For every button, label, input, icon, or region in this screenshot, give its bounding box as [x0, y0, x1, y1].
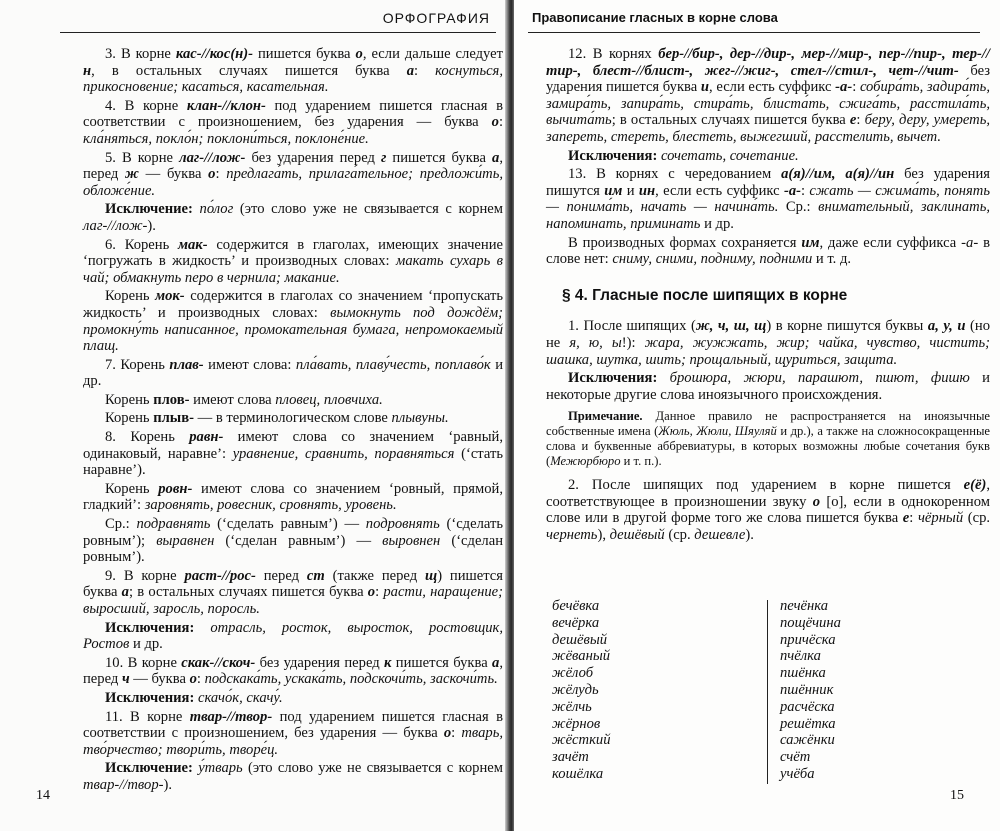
- text-run: заровнять, ровесник, сровнять, уровень.: [144, 497, 397, 514]
- text-run: ; в остальных случаях пишется буква: [611, 112, 850, 129]
- text-run: содержится в глаголах, имеющих значение ‘погружать в жидкость’ и производных словах:: [83, 236, 503, 270]
- text-run: [193, 201, 200, 217]
- text-run: -а-: [783, 182, 802, 199]
- text-run: о: [443, 725, 452, 742]
- paragraph: [83, 46, 503, 96]
- paragraph: [546, 148, 990, 165]
- text-run: под ударением пишется гласная в соответствии с произношением, без ударения — буква: [83, 708, 503, 742]
- text-run: ).: [147, 217, 156, 234]
- text-run: раст-//рос-: [184, 567, 256, 584]
- text-run: подравнять: [136, 516, 211, 533]
- word-list-item: зачёт: [552, 749, 589, 766]
- text-run: ст: [306, 567, 325, 584]
- text-run: а: [492, 654, 500, 671]
- text-run: 12. В корнях: [568, 46, 659, 62]
- text-run: без ударения перед: [245, 149, 381, 166]
- text-run: бер-//бир-, дер-//дир-, мер-//мир-, пер-//пир-, тер-//тир-, блест-//блист-, жег-//жиг-, стел-//стил-, чет-//чит-: [546, 46, 990, 79]
- paragraph: [83, 429, 503, 479]
- word-list-item: пшёнка: [780, 665, 826, 682]
- text-run: 10. В корне: [105, 654, 182, 671]
- word-list-item: причёска: [780, 631, 836, 648]
- text-run: Исключения:: [105, 619, 195, 636]
- word-list-item: жёлоб: [552, 665, 594, 682]
- text-run: плыв-: [153, 410, 194, 427]
- text-run: без ударения перед: [255, 654, 385, 671]
- text-run: — в терминологическом слове: [193, 410, 392, 427]
- text-run: и др.: [700, 215, 734, 232]
- text-run: :: [451, 725, 462, 742]
- text-run: (но не: [546, 318, 991, 351]
- paragraph: [83, 690, 503, 707]
- text-run: без ударения пишутся: [546, 166, 990, 199]
- text-run: сжать — сжима́ть, понять — понима́ть, начать — начина́ть.: [546, 182, 990, 216]
- text-run: лаг-//лож-: [179, 149, 246, 166]
- text-run: Жюль, Жюли, Шяуляй: [658, 424, 777, 439]
- text-run: кас-//кос(н)-: [175, 46, 253, 62]
- text-run: имеют слова: [189, 391, 276, 408]
- text-run: мок-: [155, 288, 185, 305]
- paragraph: [83, 288, 503, 354]
- text-run: ж: [125, 166, 139, 183]
- text-run: [о], если в однокоренном слове или в другой форме того же слова пишется буква: [546, 493, 990, 527]
- text-run: пишется буква: [253, 46, 356, 62]
- text-run: [194, 620, 210, 636]
- text-run: 4. В корне: [105, 97, 187, 114]
- text-run: а(я)//им, а(я)//ин: [781, 166, 895, 183]
- text-run: твар-//твор-: [189, 708, 273, 725]
- paragraph: [546, 370, 990, 403]
- text-run: (‘сделать равным’) —: [210, 516, 366, 533]
- text-run: (ср.: [963, 510, 991, 527]
- text-run: (это слово уже не связывается с корнем: [233, 201, 503, 218]
- text-run: ) в корне пишутся буквы: [766, 318, 928, 335]
- text-run: плав-: [169, 356, 204, 373]
- paragraph: [83, 516, 503, 566]
- word-list-item: пшённик: [780, 681, 834, 698]
- word-column-1: [552, 598, 611, 783]
- right-page: [514, 0, 1000, 831]
- word-list-item: счёт: [780, 749, 811, 766]
- text-run: 7. Корень: [105, 356, 170, 373]
- text-run: :: [801, 182, 810, 199]
- text-run: ),: [597, 527, 610, 544]
- text-run: пла́вать, плаву́честь, поплаво́к: [295, 356, 491, 373]
- text-run: подскака́ть, ускака́ть, подскочи́ть, заскочи́ть.: [204, 671, 498, 688]
- text-run: дешевле: [694, 527, 746, 544]
- text-run: — буква: [138, 166, 209, 183]
- text-run: В производных формах сохраняется: [568, 234, 802, 251]
- header-rule-left: [60, 32, 496, 33]
- text-run: Ср.:: [778, 199, 819, 216]
- text-run: (‘сделан равным’) —: [214, 532, 383, 549]
- text-run: чёрный: [917, 510, 964, 527]
- text-run: (‘сделан ровным’).: [83, 532, 504, 566]
- word-list-item: жёлудь: [552, 681, 599, 698]
- paragraph: [546, 477, 990, 543]
- text-run: о: [491, 114, 499, 131]
- text-run: равн-: [189, 429, 224, 446]
- text-run: имеют слова:: [203, 356, 296, 373]
- text-run: им: [604, 182, 623, 199]
- paragraph: [546, 166, 990, 232]
- text-run: Исключение:: [105, 201, 193, 218]
- text-run: :: [909, 510, 918, 527]
- text-run: вымокнуть под дождём; промокну́ть написанное, промокательная бумага, непромокаемый плащ.: [83, 304, 503, 355]
- text-run: скачо́к, скачу́.: [197, 689, 283, 706]
- text-run: Корень: [105, 410, 154, 427]
- word-list-item: жёрнов: [552, 715, 601, 732]
- text-run: имеют слова со значением ‘ровный, прямой, гладкий’:: [83, 480, 503, 514]
- text-run: Корень: [105, 480, 159, 497]
- text-run: Ср.:: [105, 516, 137, 533]
- text-run: в слове нет:: [546, 234, 991, 268]
- text-run: твар-//твор-: [83, 776, 164, 793]
- text-run: плывуны.: [391, 410, 449, 427]
- word-list-item: сажёнки: [780, 732, 835, 749]
- text-run: , в остальных случаях пишется буква: [91, 62, 407, 79]
- text-run: пловец, пловчиха.: [275, 391, 383, 408]
- right-page-text: [546, 46, 990, 546]
- word-list-item: вечёрка: [552, 614, 600, 631]
- paragraph: [546, 235, 990, 268]
- left-page-text: [83, 46, 503, 796]
- text-run: внимательный, заклинать, напоминать, приминать: [546, 199, 991, 232]
- word-column-2: [780, 598, 841, 783]
- column-divider: [767, 600, 768, 784]
- text-run: Исключения:: [105, 689, 195, 706]
- paragraph: [83, 760, 503, 793]
- text-run: ) пишется буква: [83, 567, 504, 601]
- text-run: ).: [163, 776, 172, 793]
- text-run: :: [375, 584, 384, 601]
- paragraph: [83, 357, 503, 390]
- word-list-item: кошёлка: [552, 765, 604, 782]
- text-run: 6. Корень: [105, 236, 178, 253]
- text-run: г: [380, 149, 387, 166]
- header-rule-right: [528, 32, 980, 33]
- text-run: перед: [255, 567, 307, 584]
- word-list-item: решётка: [780, 715, 836, 732]
- paragraph: [83, 620, 503, 653]
- text-run: щ: [425, 567, 438, 584]
- text-run: , если дальше следует: [362, 46, 503, 62]
- text-run: и некоторые другие слова иноязычного происхождения.: [546, 370, 990, 403]
- text-run: (‘сделать ровным’);: [83, 516, 503, 549]
- text-run: , если есть суффикс: [655, 182, 784, 199]
- text-run: , перед: [83, 654, 503, 688]
- text-run: под ударением пишется гласная в соответствии с произношением, без ударения — буква: [83, 97, 503, 131]
- text-run: и др.), а также на сложносокращенные слова и буквенные аббревиатуры, в которых возможны любые сочетания букв (: [546, 424, 990, 469]
- text-run: жара, жужжать, жир; чайка, чувство, чистить; шашка, шутка, шить; прощальный, щуриться, защита.: [546, 334, 990, 368]
- text-run: о: [812, 493, 821, 510]
- paragraph: [83, 709, 503, 759]
- text-run: о: [189, 671, 197, 688]
- text-run: имеют слова со значением ‘равный, одинаковый, наравне’:: [83, 429, 503, 462]
- text-run: Исключение:: [105, 760, 193, 777]
- text-run: у́тварь: [198, 760, 243, 777]
- text-run: н: [83, 62, 92, 79]
- text-run: подровнять: [365, 516, 440, 533]
- text-run: о: [367, 584, 376, 601]
- text-run: 5. В корне: [105, 149, 180, 166]
- text-run: о: [355, 46, 363, 62]
- text-run: Корень: [105, 288, 156, 305]
- text-run: тварь, тво́рчество; твори́ть, творе́ц.: [83, 725, 503, 758]
- word-list: [552, 598, 982, 788]
- text-run: ч: [121, 671, 130, 688]
- text-run: (ср.: [664, 527, 695, 544]
- text-run: , перед: [83, 149, 503, 183]
- text-run: и т. п.).: [620, 454, 662, 469]
- text-run: им: [801, 234, 820, 251]
- text-run: и: [700, 79, 710, 96]
- text-run: :: [215, 166, 227, 183]
- text-run: я, ю, ы: [569, 334, 622, 351]
- text-run: лаг-//лож-: [83, 217, 148, 234]
- text-run: пишется буква: [391, 654, 493, 671]
- paragraph: [83, 98, 503, 148]
- text-run: без ударения пишется буква: [546, 62, 990, 96]
- text-run: Примечание.: [568, 409, 643, 424]
- paragraph: [83, 150, 503, 200]
- text-run: 3. В корне: [105, 46, 176, 62]
- text-run: 11. В корне: [105, 708, 190, 725]
- text-run: а: [121, 584, 129, 601]
- text-run: и др.: [83, 356, 504, 390]
- text-run: беру, деру, умереть, запереть, стереть, блестеть, выжегший, расстелить, вычет.: [546, 112, 990, 145]
- text-run: дешёвый: [609, 527, 665, 544]
- text-run: :: [414, 62, 436, 79]
- text-run: Исключения:: [568, 370, 658, 387]
- text-run: ; в остальных случаях пишется буква: [128, 584, 368, 601]
- text-run: (‘стать наравне’).: [83, 445, 503, 479]
- running-head-left: ОРФОГРАФИЯ: [382, 10, 490, 26]
- text-run: Исключения:: [568, 147, 658, 164]
- text-run: (также перед: [324, 567, 426, 584]
- text-run: клан-//клон-: [186, 97, 266, 114]
- text-run: -а-: [961, 234, 979, 251]
- text-run: кла́няться, покло́н; поклони́ться, поклоне́ние.: [83, 130, 369, 147]
- paragraph: [83, 237, 503, 287]
- text-run: Данное правило не распространяется на иноязычные собственные имена (: [546, 409, 990, 439]
- text-run: брошюра, жюри, парашют, пшют, фишю: [669, 370, 970, 387]
- text-run: ровн-: [158, 480, 193, 497]
- text-run: сниму, сними, подниму, подними: [612, 251, 813, 268]
- text-run: , соответствующее в произношении звуку: [546, 477, 990, 510]
- text-run: чернеть: [546, 527, 598, 544]
- text-run: -а-: [835, 79, 853, 96]
- text-run: , даже если суффикса: [819, 234, 962, 251]
- text-run: [657, 370, 669, 386]
- word-list-item: пчёлка: [780, 648, 821, 665]
- word-list-item: учёба: [780, 765, 815, 782]
- text-run: ж, ч, ш, щ: [695, 318, 767, 335]
- text-run: !):: [621, 334, 645, 351]
- text-run: :: [856, 112, 865, 129]
- text-run: а: [492, 149, 500, 166]
- paragraph: [83, 655, 503, 688]
- note-paragraph: [546, 409, 990, 469]
- text-run: ).: [745, 527, 754, 544]
- text-run: макать сухарь в чай; обмакнуть перо в чернила; макание.: [83, 253, 503, 286]
- text-run: 2. После шипящих под ударением в корне пишется: [568, 477, 964, 494]
- text-run: а: [406, 62, 414, 79]
- text-run: выравнен: [156, 532, 215, 549]
- text-run: 8. Корень: [105, 429, 190, 446]
- text-run: плов-: [153, 391, 190, 408]
- page-number-left: 14: [36, 788, 50, 803]
- text-run: сочетать, сочетание.: [660, 147, 799, 164]
- text-run: о: [208, 166, 216, 183]
- word-list-item: жёсткий: [552, 732, 611, 749]
- paragraph: [83, 568, 503, 618]
- text-run: отрасль, росток, выросток, ростовщик, Ростов: [83, 619, 503, 653]
- text-run: уравнение, сравнить, поравняться: [232, 445, 455, 462]
- text-run: к: [384, 654, 392, 671]
- text-run: пишется буква: [386, 149, 493, 166]
- paragraph: [83, 481, 503, 514]
- text-run: и: [622, 182, 639, 199]
- text-run: Межюрбюро: [550, 454, 621, 469]
- text-run: скак-//скоч-: [181, 654, 256, 671]
- text-run: собира́ть, задира́ть, замира́ть, запира́ть, стира́ть, блиста́ть, сжига́ть, расстила́ть, вычита́ть: [546, 79, 990, 129]
- text-run: Корень: [105, 391, 154, 408]
- text-run: по́лог: [199, 201, 234, 218]
- text-run: и др.: [129, 636, 163, 653]
- text-run: 9. В корне: [105, 567, 185, 584]
- paragraph: [83, 201, 503, 234]
- text-run: :: [498, 114, 503, 131]
- text-run: — буква: [129, 671, 190, 688]
- text-run: е: [902, 510, 910, 527]
- text-run: а, у, и: [927, 318, 966, 335]
- text-run: расти, наращение; выросший, заросль, поросль.: [83, 584, 503, 617]
- paragraph: [83, 410, 503, 427]
- text-run: (это слово уже не связывается с корнем: [242, 760, 503, 777]
- text-run: :: [852, 79, 860, 96]
- text-run: выровнен: [382, 532, 441, 549]
- text-run: ин: [638, 182, 656, 199]
- running-head-right: Правописание гласных в корне слова: [532, 10, 778, 25]
- paragraph: [546, 46, 990, 146]
- text-run: коснуться, прикосновение; касаться, касательная.: [83, 62, 503, 96]
- text-run: 1. После шипящих (: [568, 318, 696, 335]
- text-run: 13. В корнях с чередованием: [568, 166, 782, 183]
- word-list-item: пощёчина: [780, 614, 841, 631]
- text-run: е: [849, 112, 857, 129]
- text-run: , если есть суффикс: [709, 79, 836, 96]
- text-run: мак-: [178, 236, 208, 253]
- page-number-right: 15: [950, 788, 964, 803]
- word-list-item: дешёвый: [552, 631, 608, 648]
- word-list-item: печёнка: [780, 598, 829, 614]
- text-run: предлага́ть, прилага́тельное; предложи́ть, обложе́ние.: [83, 166, 503, 199]
- paragraph: [83, 392, 503, 409]
- word-list-item: расчёска: [780, 698, 835, 715]
- section-title: § 4. Гласные после шипящих в корне: [562, 286, 848, 304]
- paragraph: [546, 318, 990, 368]
- text-run: содержится в глаголах со значением ‘пропускать жидкость’ и производных словах:: [83, 288, 503, 321]
- word-list-item: жёлчь: [552, 698, 592, 715]
- text-run: е(ё): [963, 477, 987, 494]
- word-list-item: жёваный: [552, 648, 611, 665]
- text-run: и т. д.: [812, 251, 852, 268]
- word-list-item: бечёвка: [552, 598, 600, 614]
- text-run: :: [196, 671, 205, 688]
